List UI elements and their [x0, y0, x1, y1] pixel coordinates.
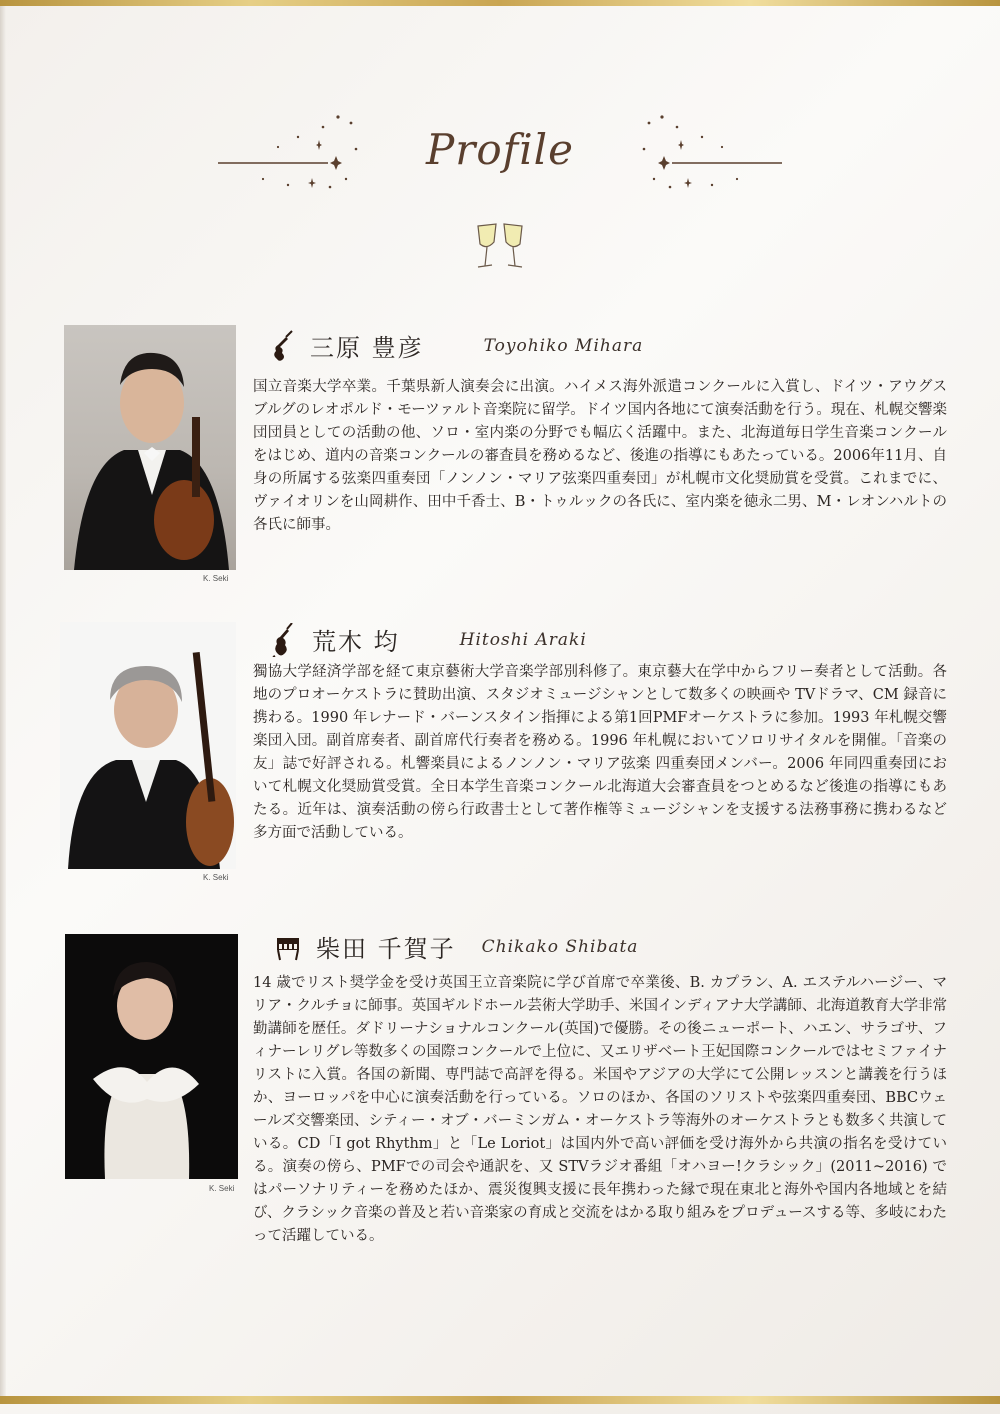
- photo-credit: K. Seki: [203, 574, 229, 583]
- portrait-photo-araki: [60, 622, 236, 869]
- portrait-photo-mihara: [64, 325, 236, 570]
- performer-name-ja: 三原 豊彦: [310, 334, 424, 362]
- performer-name-row: [274, 929, 638, 964]
- piano-icon: [274, 930, 302, 964]
- profile-header: [0, 95, 1000, 275]
- performer-bio: 国立音楽大学卒業。千葉県新人演奏会に出演。ハイメス海外派遣コンクールに入賞し、ドイツ・アウグスブルグのレオポルド・モーツァルト音楽院に留学。ドイツ国内各地にて演奏活動を行う。現在、札幌交響楽団団員としての活動の他、ソロ・室内楽の分野でも幅広く活躍中。また、北海道毎日学生音楽コンクールをはじめ、道内の音楽コンクールの審査員を務めるなど、後進の指導にもあたっている。2006年11月、自身の所属する弦楽四重奏団「ノンノン・マリア弦楽四重奏団」が札幌市文化奨励賞を受賞。これまでに、ヴァイオリンを山岡耕作、田中千香士、B・トゥルックの各氏に、室内楽を徳永二男、M・レオンハルトの各氏に師事。: [253, 379, 947, 533]
- portrait-photo-shibata: [65, 934, 238, 1179]
- performer-name-ja: 柴田 千賀子: [316, 935, 456, 963]
- performer-name-row: [268, 328, 643, 363]
- cello-icon: [270, 623, 298, 657]
- violin-icon: [268, 329, 296, 363]
- sparkle-ornament-right-icon: [632, 105, 782, 195]
- performer-name-en: Hitoshi Araki: [459, 629, 587, 650]
- performer-bio: 14 歳でリスト奨学金を受け英国王立音楽院に学び首席で卒業後、B. カプラン、A. エステルハージー、マリア・クルチョに師事。英国ギルドホール芸術大学助手、米国インディアナ大学講師、北海道教育大学非常勤講師を歴任。ダドリーナショナルコンクール(英国)で優勝。その後ニューポート、ハエン、サラゴサ、フィナーレリグレ等数多くの国際コンクールで上位に、又エリザベート王妃国際コンクールではセミファイナリストに入賞。各国の新聞、専門誌で高評を得る。米国やアジアの大学にて公開レッスンと講義を行うほか、ヨーロッパを中心に演奏活動を行っている。ソロのほか、各国のソリストや弦楽四重奏団、BBCウェールズ交響楽団、シティー・オブ・バーミンガム・オーケストラ等海外のオーケストラとも数多く共演している。CD「I got Rhythm」と「Le Loriot」は国内外で高い評価を受け海外から共演の指名を受けている。演奏の傍ら、PMFでの司会や通訳を、又 STVラジオ番組「オハヨー!クラシック」(2011~2016) ではパーソナリティーを務めたほか、震災復興支援に長年携わった縁で現在東北と海外や国内各地域とを結び、クラシック音楽の普及と若い音楽家の育成と交流をはかる取り組みをプロデュースする等、多岐にわたって活躍している。: [253, 975, 947, 1244]
- performer-bio: 獨協大学経済学部を経て東京藝術大学音楽学部別科修了。東京藝大在学中からフリー奏者として活動。各地のプロオーケストラに賛助出演、スタジオミュージシャンとして数多くの映画や TVドラマ、CM 録音に携わる。1990 年レナード・バーンスタイン指揮による第1回PMFオーケストラに参加。1993 年札幌交響楽団入団。副首席奏者、副首席代行奏者を務める。1996 年札幌においてソロリサイタルを開催。「音楽の友」誌で好評される。札響楽員によるノンノン・マリア弦楽 四重奏団メンバー。2006 年同四重奏団において札幌文化奨励賞受賞。全日本学生音楽コンクール北海道大会審査員をつとめるなど後進の指導にもあたる。近年は、演奏活動の傍ら行政書士として著作権等ミュージシャンを支援する法務事務に携わるなど多方面で活動している。: [253, 664, 947, 841]
- bottom-gold-border: [0, 1396, 1000, 1404]
- performer-name-en: Toyohiko Mihara: [483, 335, 644, 356]
- photo-credit: K. Seki: [203, 873, 229, 882]
- performer-name-en: Chikako Shibata: [481, 936, 639, 957]
- sparkle-ornament-left-icon: [218, 105, 368, 195]
- wine-glasses-icon: [470, 220, 530, 275]
- photo-credit: K. Seki: [209, 1184, 235, 1193]
- page-title: Profile: [426, 125, 574, 174]
- performer-name-ja: 荒木 均: [312, 628, 400, 656]
- performer-name-row: [270, 622, 587, 657]
- top-gold-border: [0, 0, 1000, 6]
